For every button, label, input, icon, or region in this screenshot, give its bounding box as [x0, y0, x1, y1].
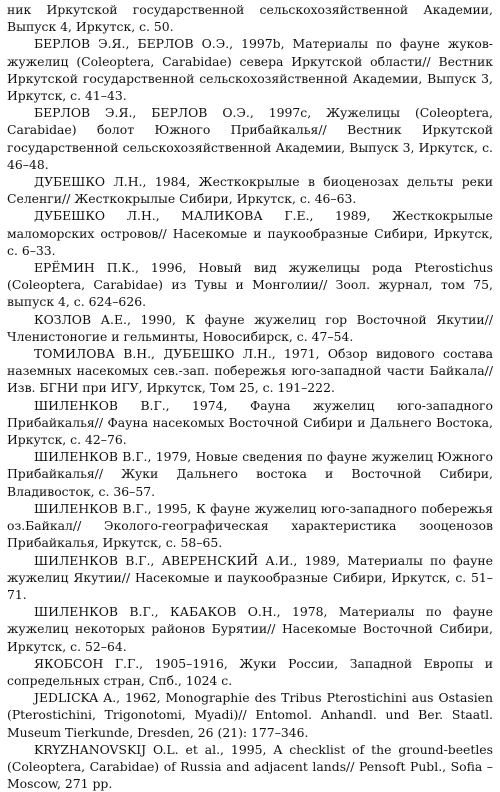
reference-entry: ШИЛЕНКОВ В.Г., 1974, Фауна жужелиц юго-западного Прибайкалья// Фауна насекомых Восточной Сибири и Дальнего Востока, Иркутск, с. 42–76.: [7, 397, 493, 448]
reference-entry: БЕРЛОВ Э.Я., БЕРЛОВ О.Э., 1997с, Жужелицы (Coleoptera, Carabidae) болот Южного Прибайкалья// Вестник Иркутской государственной сельскохозяйственной Академии, Выпуск 3, Иркутск, с. 46–48.: [7, 105, 493, 172]
reference-entry: JEDLICKA A., 1962, Monographie des Tribus Pterostichini aus Ostasien (Pterostichini, Trigonotomi, Myadi)// Entomol. Anhandl. und Ber. Staatl. Museum Tierkunde, Dresden, 26 (21): 177–346.: [7, 690, 493, 740]
reference-entry: ЕРЁМИН П.К., 1996, Новый вид жужелицы рода Pterostichus (Coleoptera, Carabidae) из Тувы и Монголии// Зоол. журнал, том 75, выпуск 4, с. 624–626.: [7, 260, 493, 310]
reference-entry: ЯКОБСОН Г.Г., 1905–1916, Жуки России, Западной Европы и сопредельных стран, Спб., 1024 с.: [7, 655, 493, 688]
reference-entry: ШИЛЕНКОВ В.Г., КАБАКОВ О.Н., 1978, Материалы по фауне жужелиц некоторых районов Бурятии// Насекомые Восточной Сибири, Иркутск, с. 52–64.: [7, 604, 493, 654]
reference-entry-continued: ник Иркутской государственной сельскохозяйственной Академии, Выпуск 4, Иркутск, с. 50.: [7, 2, 493, 35]
reference-list: [7, 1, 493, 792]
reference-entry: ТОМИЛОВА В.Н., ДУБЕШКО Л.Н., 1971, Обзор видового состава наземных насекомых сев.-зап. побережья юго-западной части Байкала// Изв. БГНИ при ИГУ, Иркутск, Том 25, с. 191–222.: [7, 346, 493, 396]
reference-entry: KRYZHANOVSKIJ O.L. et al., 1995, A checklist of the ground-beetles (Coleoptera, Carabidae) of Russia and adjacent lands// Pensoft Publ., Sofia – Moscow, 271 pp.: [7, 741, 493, 792]
reference-entry: БЕРЛОВ Э.Я., БЕРЛОВ О.Э., 1997b, Материалы по фауне жуков-жужелиц (Coleoptera, Carabidae) севера Иркутской области// Вестник Иркутской государственной сельскохозяйственной Академии, Выпуск 3, Иркутск, с. 41–43.: [7, 36, 493, 104]
reference-entry: КОЗЛОВ А.Е., 1990, К фауне жужелиц гор Восточной Якутии// Членистоногие и гельминты, Новосибирск, с. 47–54.: [7, 311, 493, 344]
reference-entry: ДУБЕШКО Л.Н., МАЛИКОВА Г.Е., 1989, Жесткокрылые маломорских островов// Насекомые и паукообразные Сибири, Иркутск, с. 6–33.: [7, 208, 493, 258]
reference-entry: ШИЛЕНКОВ В.Г., 1979, Новые сведения по фауне жужелиц Южного Прибайкалья// Жуки Дальнего востока и Восточной Сибири, Владивосток, с. 36–57.: [7, 449, 493, 499]
reference-entry: ШИЛЕНКОВ В.Г., 1995, К фауне жужелиц юго-западного побережья оз.Байкал// Эколого-географическая характеристика зооценозов Прибайкалья, Иркутск, с. 58–65.: [7, 500, 493, 551]
reference-entry: ШИЛЕНКОВ В.Г., АВЕРЕНСКИЙ А.И., 1989, Материалы по фауне жужелиц Якутии// Насекомые и паукообразные Сибири, Иркутск, с. 51–71.: [7, 552, 493, 602]
reference-entry: ДУБЕШКО Л.Н., 1984, Жесткокрылые в биоценозах дельты реки Селенги// Жесткокрылые Сибири, Иркутск, с. 46–63.: [7, 174, 493, 207]
